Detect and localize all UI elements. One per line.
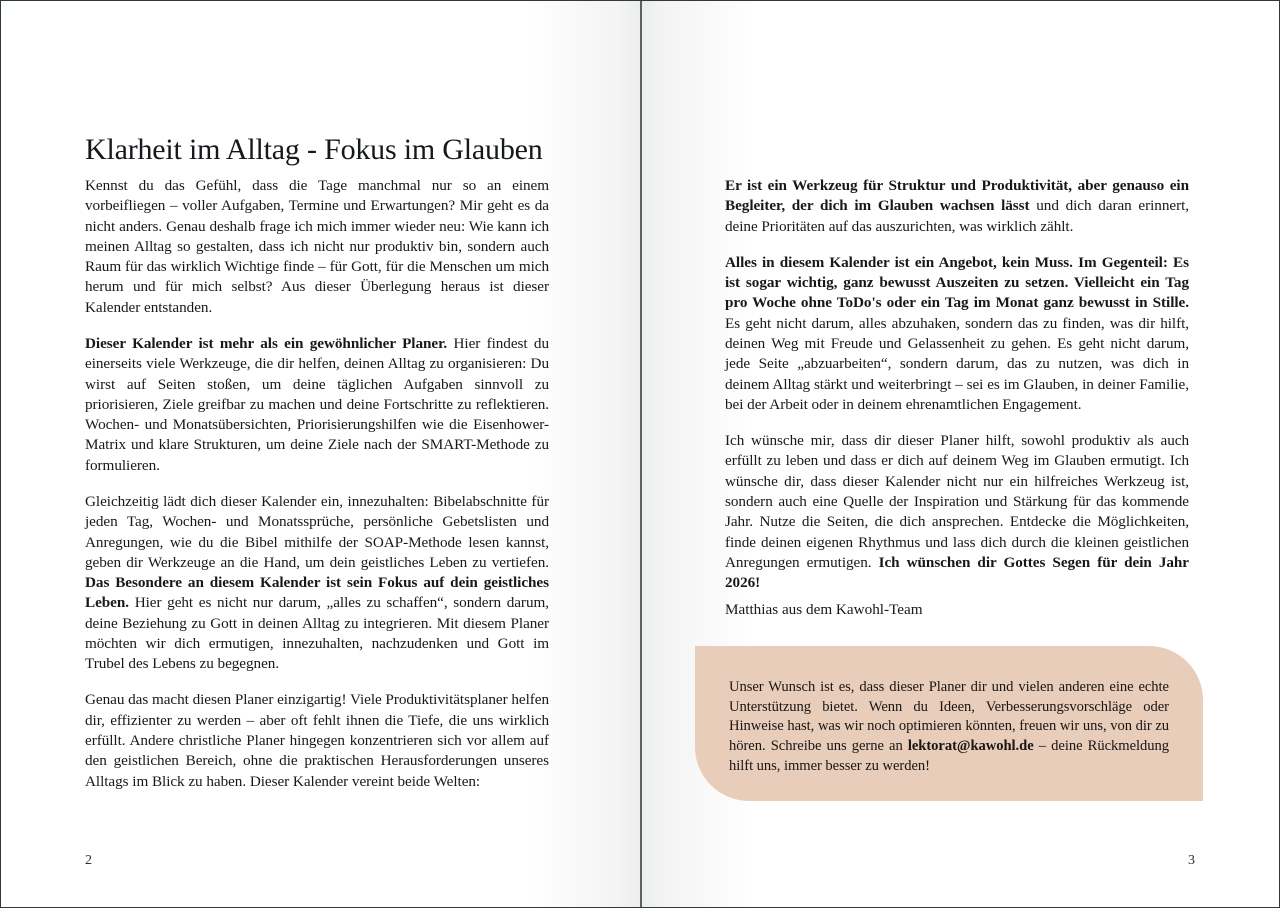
paragraph-intro-text: Kennst du das Gefühl, dass die Tage manchmal nur so an einem vorbeifliegen – voller Aufgaben, Termine und Erwartungen? Mir geht es da nicht anders. Genau deshalb frage ich mich immer wieder neu: Wie kann ich meinen Alltag so gestalten, dass ich nicht nur produktiv bin, sondern auch Raum für das wirklich Wichtige finde – für Gott, für die Menschen um mich herum und für mich selbst? Aus dieser Überlegung heraus ist dieser Kalender entstanden. [85,177,549,316]
page-number-right: 3 [1188,853,1195,868]
paragraph-companion-text: und dich daran erinnert, deine Prioritäten auf das auszurichten, was wirklich zählt. [725,197,1189,235]
book-spine [640,1,642,908]
feedback-email[interactable]: lektorat@kawohl.de [907,737,1034,754]
feedback-text-before: Unser Wunsch ist es, dass dieser Planer dir und vielen anderen eine echte Unterstützung bietet. Wenn du Ideen, Verbesserungsvorschläge oder Hinweise hast, was wir noch optimieren könnten, freuen wir uns, von dir zu hören. Schreibe uns gerne an [729,679,1169,754]
paragraph-blessing [725,431,1189,593]
paragraph-spiritual-after: Hier geht es nicht nur darum, „alles zu schaffen“, sondern darum, deine Beziehung zu Gott in deinen Alltag zu integrieren. Mit diesem Planer möchten wir dich ermutigen, innezuhalten, nachzudenken und Gott im Trubel des Lebens zu begegnen. [85,594,549,673]
paragraph-spiritual-before: Gleichzeitig lädt dich dieser Kalender ein, innezuhalten: Bibelabschnitte für jeden Tag, Wochen- und Monatssprüche, persönliche Gebetslisten und Anregungen, wie du die Bibel mithilfe der SOAP-Methode lesen kannst, geben dir Werkzeuge an die Hand, um dein geistliches Leben zu vertiefen. [85,492,549,571]
paragraph-intro [85,176,549,318]
feedback-callout-text [729,678,1169,776]
paragraph-blessing-before: Ich wünsche mir, dass dir dieser Planer hilft, sowohl produktiv als auch erfüllt zu leben und dass er dich auf deinem Weg im Glauben ermutigt. Ich wünsche dir, dass dieser Kalender nicht nur ein hilfreiches Werkzeug ist, sondern auch eine Quelle der Inspiration und Stärkung für das kommende Jahr. Nutze die Seiten, die dich ansprechen. Entdecke die Möglichkeiten, finde deinen eigenen Rhythmus und lass dich durch die kleinen geistlichen Anregungen ermutigen. [725,432,1189,571]
paragraph-offer [725,253,1189,415]
right-column-body [725,176,1189,593]
paragraph-spiritual-emphasis: Das Besondere an diesem Kalender ist sein Fokus auf dein geistliches Leben. [85,574,549,612]
paragraph-companion-lead: Er ist ein Werkzeug für Struktur und Produktivität, aber genauso ein Begleiter, der dich im Glauben wachsen lässt [725,177,1189,215]
paragraph-tools-lead: Dieser Kalender ist mehr als ein gewöhnlicher Planer. [85,334,448,352]
left-column-body [85,176,549,792]
paragraph-blessing-emphasis: Ich wünschen dir Gottes Segen für dein Jahr 2026! [725,553,1190,592]
paragraph-unique [85,690,549,791]
paragraph-tools [85,334,549,476]
feedback-text-after: – deine Rückmeldung hilft uns, immer besser zu werden! [729,737,1169,774]
paragraph-offer-lead: Alles in diesem Kalender ist ein Angebot, kein Muss. Im Gegenteil: Es ist sogar wichtig, ganz bewusst Auszeiten zu setzen. Vielleicht ein Tag pro Woche ohne ToDo's oder ein Tag im Monat ganz bewusst in Stille. [725,253,1189,312]
paragraph-spiritual [85,492,549,675]
page-title: Klarheit im Alltag - Fokus im Glauben [85,133,543,167]
signature-block [725,600,1189,620]
paragraph-offer-text: Es geht nicht darum, alles abzuhaken, sondern das zu finden, was dir hilft, deinen Weg mit Freude und Gelassenheit zu gehen. Es geht nicht darum, jede Seite „abzuarbeiten“, sondern darum, das zu nutzen, was dich in deinem Alltag stärkt und weiterbringt – sei es im Glauben, in deiner Familie, bei der Arbeit oder in deinem ehrenamtlichen Engagement. [725,314,1189,413]
paragraph-companion [725,176,1189,237]
paragraph-tools-text: Hier findest du einerseits viele Werkzeuge, die dir helfen, deinen Alltag zu organisieren: Du wirst auf Seiten stoßen, um deine täglichen Aufgaben sinnvoll zu priorisieren, Ziele greifbar zu machen und deine Fortschritte zu reflektieren. Wochen- und Monatsübersichten, Priorisierungshilfen wie die Eisenhower-Matrix und klare Strukturen, um deine Ziele nach der SMART-Methode zu formulieren. [85,334,549,474]
feedback-callout [695,646,1203,801]
paragraph-unique-text: Genau das macht diesen Planer einzigartig! Viele Produktivitätsplaner helfen dir, effizienter zu werden – aber oft fehlt ihnen die Tiefe, die uns wirklich erfüllt. Andere christliche Planer hingegen konzentrieren sich vor allem auf den geistlichen Bereich, ohne die praktischen Herausforderungen unseres Alltags im Blick zu haben. Dieser Kalender vereint beide Welten: [85,691,549,790]
signature-line: Matthias aus dem Kawohl-Team [725,601,923,618]
page-number-left: 2 [85,853,92,868]
